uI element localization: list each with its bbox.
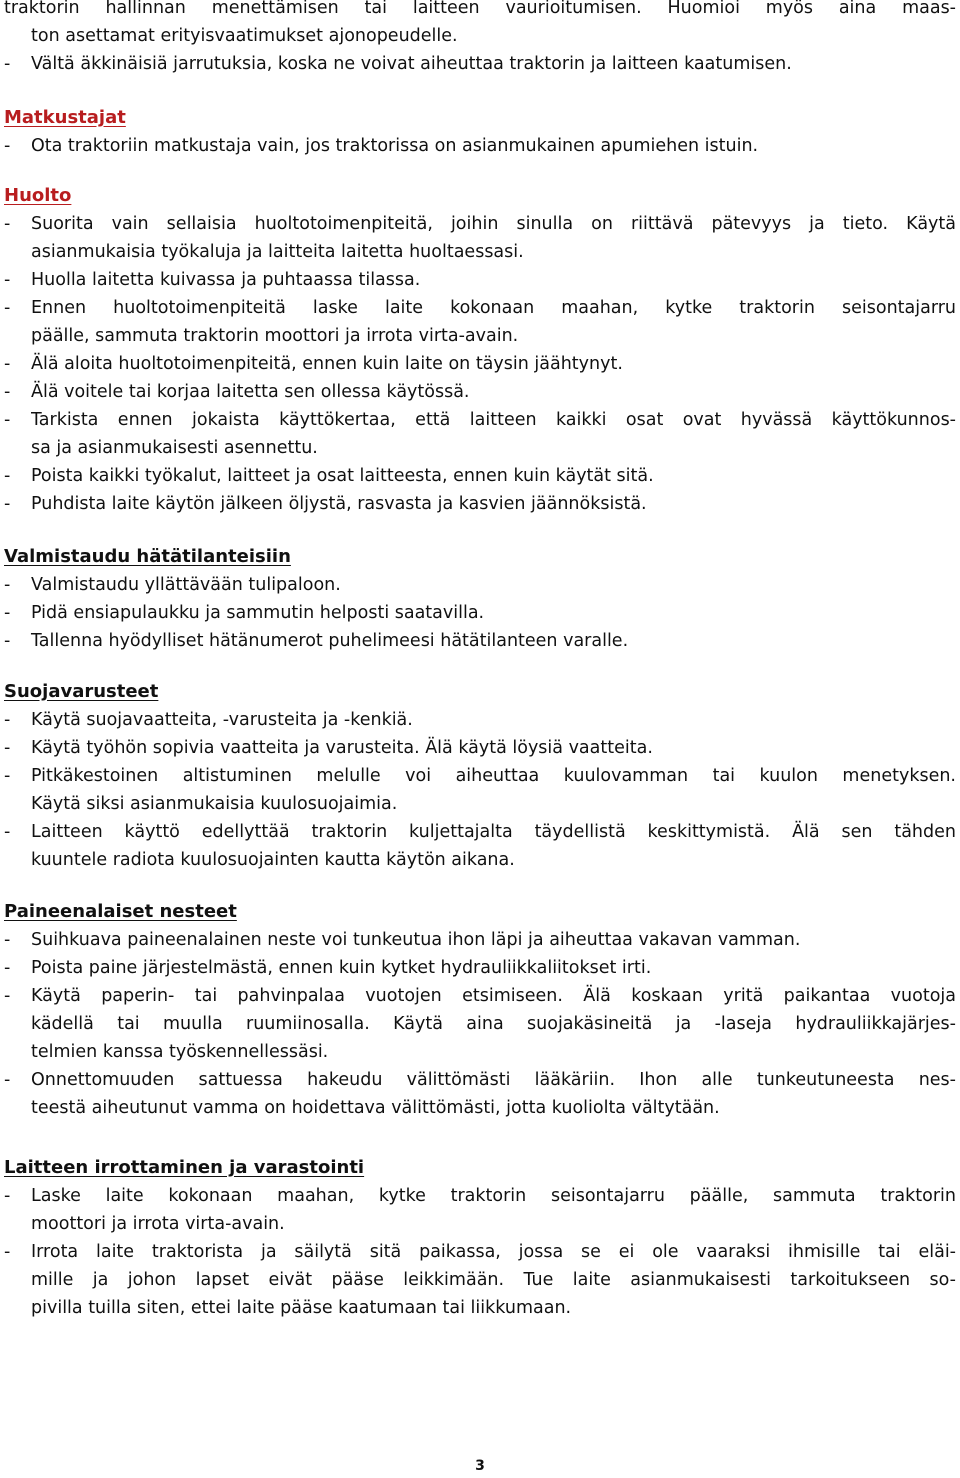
text-line: sa ja asianmukaisesti asennettu. [31, 438, 318, 458]
text-line: teestä aiheutunut vamma on hoidettava välittömästi, jotta kuoliolta vältytään. [31, 1098, 720, 1118]
dash-bullet: - [4, 54, 11, 74]
list-item [4, 627, 956, 655]
dash-bullet: - [4, 410, 11, 430]
list-item [4, 1182, 956, 1238]
text-line: Poista kaikki työkalut, laitteet ja osat laitteesta, ennen kuin käytät sitä. [31, 466, 654, 486]
section-heading: Valmistaudu hätätilanteisiin [4, 546, 291, 567]
text-line: Käytä siksi asianmukaisia kuulosuojaimia. [31, 794, 398, 814]
text-line: Pitkäkestoinen altistuminen melulle voi aiheuttaa kuulovamman tai kuulon menetyksen. [31, 766, 956, 786]
dash-bullet: - [4, 1242, 11, 1262]
section-laitteen-irrottaminen [4, 1154, 956, 1322]
dash-bullet: - [4, 986, 11, 1006]
list-item [4, 1066, 956, 1122]
section-suojavarusteet [4, 678, 956, 874]
text-line: moottori ja irrota virta-avain. [31, 1214, 285, 1234]
text-line: Puhdista laite käytön jälkeen öljystä, rasvasta ja kasvien jäännöksistä. [31, 494, 647, 514]
text-line: Älä voitele tai korjaa laitetta sen ollessa käytössä. [31, 382, 470, 402]
dash-bullet: - [4, 603, 11, 623]
page-number: 3 [475, 1458, 485, 1474]
text-line: Irrota laite traktorista ja säilytä sitä paikassa, jossa se ei ole vaaraksi ihmisille tai eläi- [31, 1242, 956, 1262]
list-item [4, 734, 956, 762]
text-line: Suorita vain sellaisia huoltotoimenpiteitä, joihin sinulla on riittävä pätevyys ja tieto. Käytä [31, 214, 956, 234]
text-line: mille ja johon lapset eivät pääse leikkimään. Tue laite asianmukaisesti tarkoitukseen so- [31, 1270, 956, 1290]
list-item [4, 406, 956, 462]
list-item [4, 266, 956, 294]
section-heading: Suojavarusteet [4, 681, 159, 702]
text-line: traktorin hallinnan menettämisen tai laitteen vaurioitumisen. Huomioi myös aina maas- [4, 0, 956, 18]
text-line: päälle, sammuta traktorin moottori ja irrota virta-avain. [31, 326, 519, 346]
section-heading: Laitteen irrottaminen ja varastointi [4, 1157, 365, 1178]
text-line: asianmukaisia työkaluja ja laitteita laitetta huoltaessasi. [31, 242, 524, 262]
dash-bullet: - [4, 631, 11, 651]
intro-block [4, 0, 956, 78]
text-line: Ennen huoltotoimenpiteitä laske laite kokonaan maahan, kytke traktorin seisontajarru [31, 298, 956, 318]
list-item [4, 490, 956, 518]
list-item [4, 954, 956, 982]
text-line: Älä aloita huoltotoimenpiteitä, ennen kuin laite on täysin jäähtynyt. [31, 354, 623, 374]
text-line: Suihkuava paineenalainen neste voi tunkeutua ihon läpi ja aiheuttaa vakavan vamman. [31, 930, 801, 950]
list-item [4, 462, 956, 490]
text-line: Laske laite kokonaan maahan, kytke traktorin seisontajarru päälle, sammuta traktorin [31, 1186, 956, 1206]
text-line: Onnettomuuden sattuessa hakeudu välittömästi lääkäriin. Ihon alle tunkeutuneesta nes- [31, 1070, 956, 1090]
text-line: kädellä tai muulla ruumiinosalla. Käytä aina suojakäsineitä ja -laseja hydrauliikkajärjes- [31, 1014, 956, 1034]
list-item [4, 599, 956, 627]
text-line: Käytä suojavaatteita, -varusteita ja -kenkiä. [31, 710, 413, 730]
dash-bullet: - [4, 1070, 11, 1090]
section-heading: Paineenalaiset nesteet [4, 901, 237, 922]
dash-bullet: - [4, 738, 11, 758]
list-item [4, 818, 956, 874]
text-line: Käytä työhön sopivia vaatteita ja varusteita. Älä käytä löysiä vaatteita. [31, 738, 653, 758]
dash-bullet: - [4, 214, 11, 234]
dash-bullet: - [4, 136, 11, 156]
list-item [4, 762, 956, 818]
list-item [4, 350, 956, 378]
dash-bullet: - [4, 298, 11, 318]
list-item [4, 571, 956, 599]
text-line: pivilla tuilla siten, ettei laite pääse kaatumaan tai liikkumaan. [31, 1298, 572, 1318]
text-line: Valmistaudu yllättävään tulipaloon. [31, 575, 341, 595]
dash-bullet: - [4, 958, 11, 978]
dash-bullet: - [4, 354, 11, 374]
text-line: Laitteen käyttö edellyttää traktorin kuljettajalta täydellistä keskittymistä. Älä sen tähden [31, 822, 956, 842]
list-item [4, 706, 956, 734]
section-paineenalaiset [4, 898, 956, 1122]
section-huolto [4, 182, 956, 518]
text-line: ton asettamat erityisvaatimukset ajonopeudelle. [31, 26, 458, 46]
dash-bullet: - [4, 930, 11, 950]
dash-bullet: - [4, 382, 11, 402]
text-line: Tallenna hyödylliset hätänumerot puhelimeesi hätätilanteen varalle. [31, 631, 629, 651]
dash-bullet: - [4, 766, 11, 786]
text-line: Tarkista ennen jokaista käyttökertaa, että laitteen kaikki osat ovat hyvässä käyttökunnos- [31, 410, 956, 430]
list-item [4, 1238, 956, 1322]
list-item [4, 294, 956, 350]
list-item [4, 982, 956, 1066]
dash-bullet: - [4, 575, 11, 595]
dash-bullet: - [4, 466, 11, 486]
section-heading: Matkustajat [4, 107, 126, 128]
text-line: Ota traktoriin matkustaja vain, jos traktorissa on asianmukainen apumiehen istuin. [31, 136, 759, 156]
text-line: kuuntele radiota kuulosuojainten kautta käytön aikana. [31, 850, 515, 870]
text-line: Poista paine järjestelmästä, ennen kuin kytket hydrauliikkaliitokset irti. [31, 958, 652, 978]
dash-bullet: - [4, 710, 11, 730]
section-matkustajat [4, 104, 956, 160]
list-item [4, 926, 956, 954]
dash-bullet: - [4, 822, 11, 842]
text-line: Käytä paperin- tai pahvinpalaa vuotojen etsimiseen. Älä koskaan yritä paikantaa vuotoja [31, 986, 956, 1006]
text-line: telmien kanssa työskennellessäsi. [31, 1042, 329, 1062]
dash-bullet: - [4, 1186, 11, 1206]
list-item [4, 378, 956, 406]
text-line: Huolla laitetta kuivassa ja puhtaassa tilassa. [31, 270, 421, 290]
text-line: Pidä ensiapulaukku ja sammutin helposti saatavilla. [31, 603, 485, 623]
dash-bullet: - [4, 494, 11, 514]
list-item [4, 50, 956, 78]
section-valmistaudu [4, 543, 956, 655]
dash-bullet: - [4, 270, 11, 290]
list-item [4, 132, 956, 160]
text-line: Vältä äkkinäisiä jarrutuksia, koska ne voivat aiheuttaa traktorin ja laitteen kaatumisen. [31, 54, 792, 74]
list-item [4, 210, 956, 266]
section-heading: Huolto [4, 185, 72, 206]
